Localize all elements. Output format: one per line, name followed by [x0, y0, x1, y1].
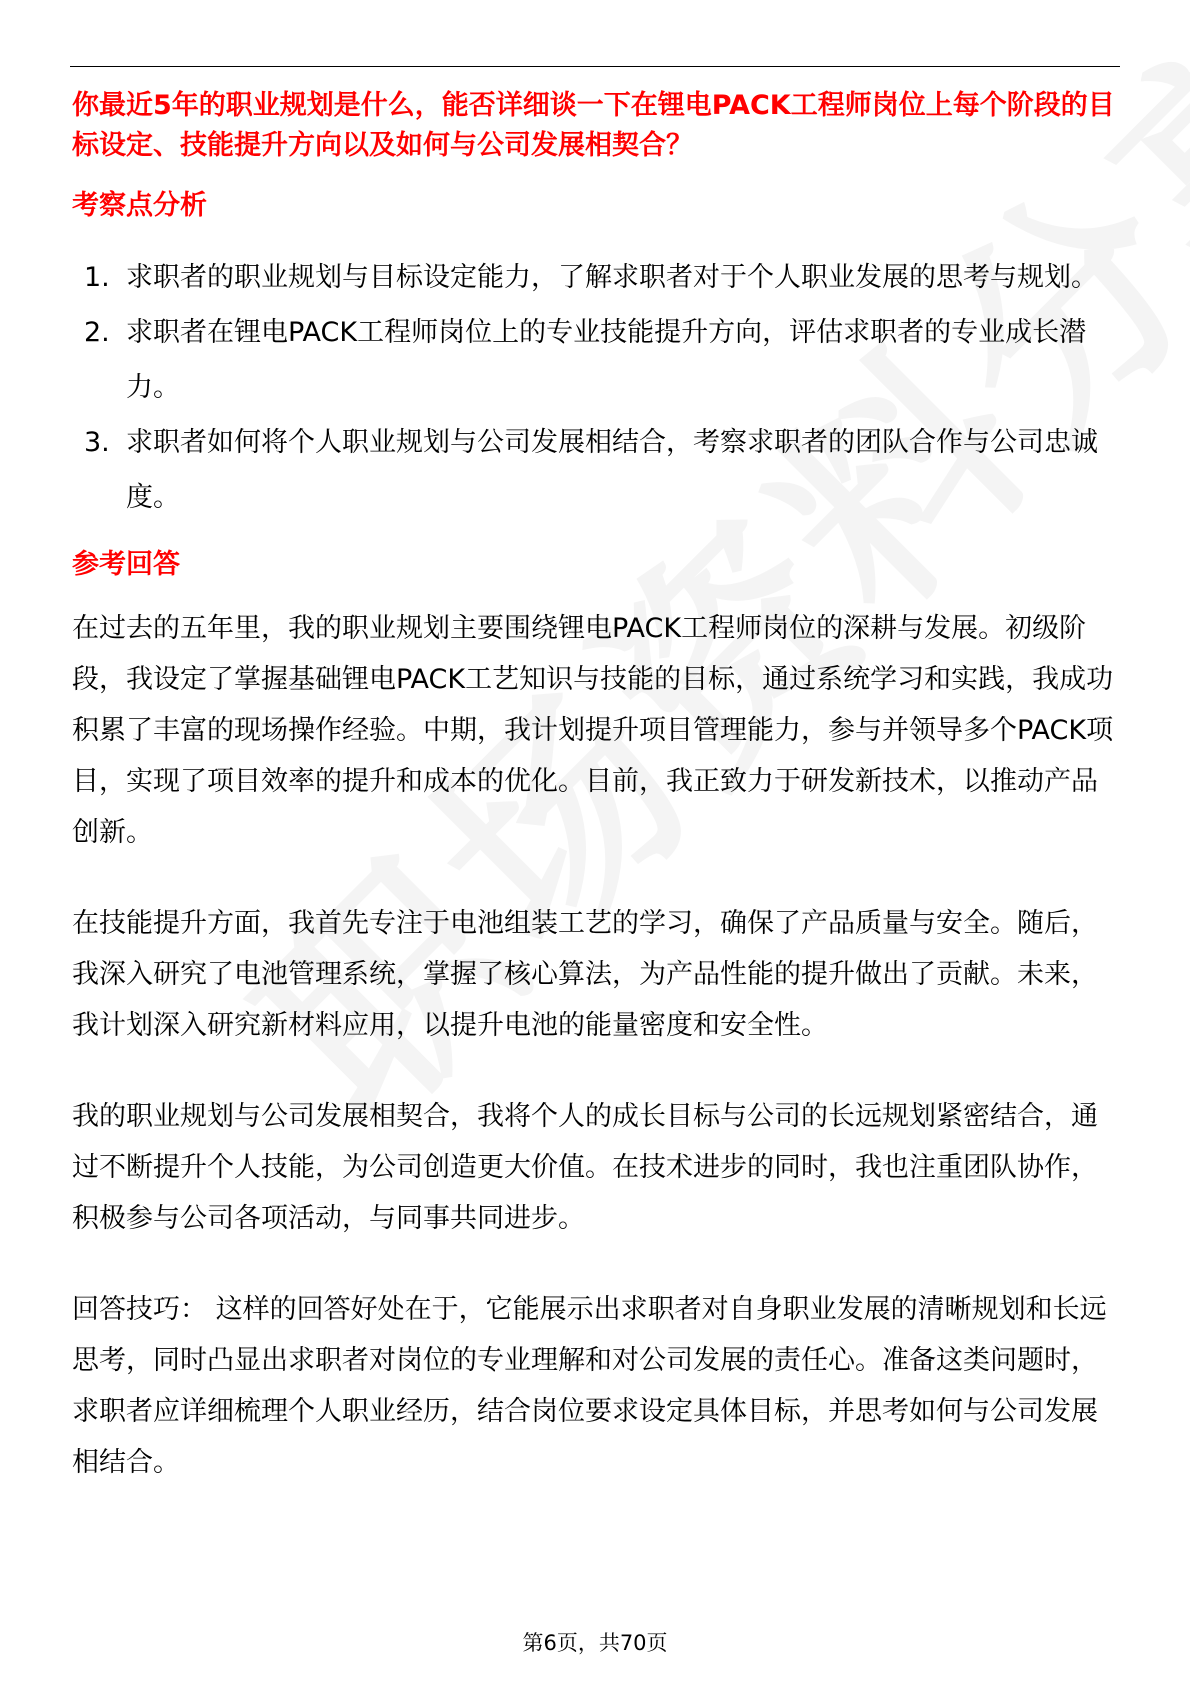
answer-paragraph: 在过去的五年里，我的职业规划主要围绕锂电PACK工程师岗位的深耕与发展。初级阶段，我设定了掌握基础锂电PACK工艺知识与技能的目标，通过系统学习和实践，我成功积累了丰富的现场操作经验。中期，我计划提升项目管理能力，参与并领导多个PACK项目，实现了项目效率的提升和成本的优化。目前，我正致力于研发新技术，以推动产品创新。	[72, 613, 1114, 848]
analysis-heading: 考察点分析	[72, 190, 207, 221]
analysis-list	[72, 250, 1118, 525]
list-item-text: 求职者的职业规划与目标设定能力，了解求职者对于个人职业发展的思考与规划。	[126, 262, 1098, 293]
answer-paragraph: 我的职业规划与公司发展相契合，我将个人的成长目标与公司的长远规划紧密结合，通过不断提升个人技能，为公司创造更大价值。在技术进步的同时，我也注重团队协作，积极参与公司各项活动，与同事共同进步。	[72, 1101, 1098, 1234]
list-item	[72, 415, 1118, 525]
list-item-text: 求职者如何将个人职业规划与公司发展相结合，考察求职者的团队合作与公司忠诚度。	[126, 427, 1098, 513]
list-item	[72, 250, 1118, 305]
answer-tip: 回答技巧： 这样的回答好处在于，它能展示出求职者对自身职业发展的清晰规划和长远思考，同时凸显出求职者对岗位的专业理解和对公司发展的责任心。准备这类问题时，求职者应详细梳理个人职业经历，结合岗位要求设定具体目标，并思考如何与公司发展相结合。	[72, 1294, 1107, 1478]
top-rule	[70, 66, 1120, 67]
answer-heading: 参考回答	[72, 549, 180, 580]
list-item-text: 求职者在锂电PACK工程师岗位上的专业技能提升方向，评估求职者的专业成长潜力。	[126, 317, 1087, 403]
document-body	[72, 86, 1118, 1488]
answer-paragraph: 在技能提升方面，我首先专注于电池组装工艺的学习，确保了产品质量与安全。随后，我深入研究了电池管理系统，掌握了核心算法，为产品性能的提升做出了贡献。未来，我计划深入研究新材料应用，以提升电池的能量密度和安全性。	[72, 908, 1098, 1041]
page-footer: 第6页，共70页	[522, 1631, 668, 1655]
list-item-number: 1.	[84, 262, 110, 293]
question-title: 你最近5年的职业规划是什么，能否详细谈一下在锂电PACK工程师岗位上每个阶段的目标设定、技能提升方向以及如何与公司发展相契合？	[72, 90, 1115, 161]
list-item	[72, 305, 1118, 415]
list-item-number: 3.	[84, 427, 110, 458]
list-item-number: 2.	[84, 317, 110, 348]
